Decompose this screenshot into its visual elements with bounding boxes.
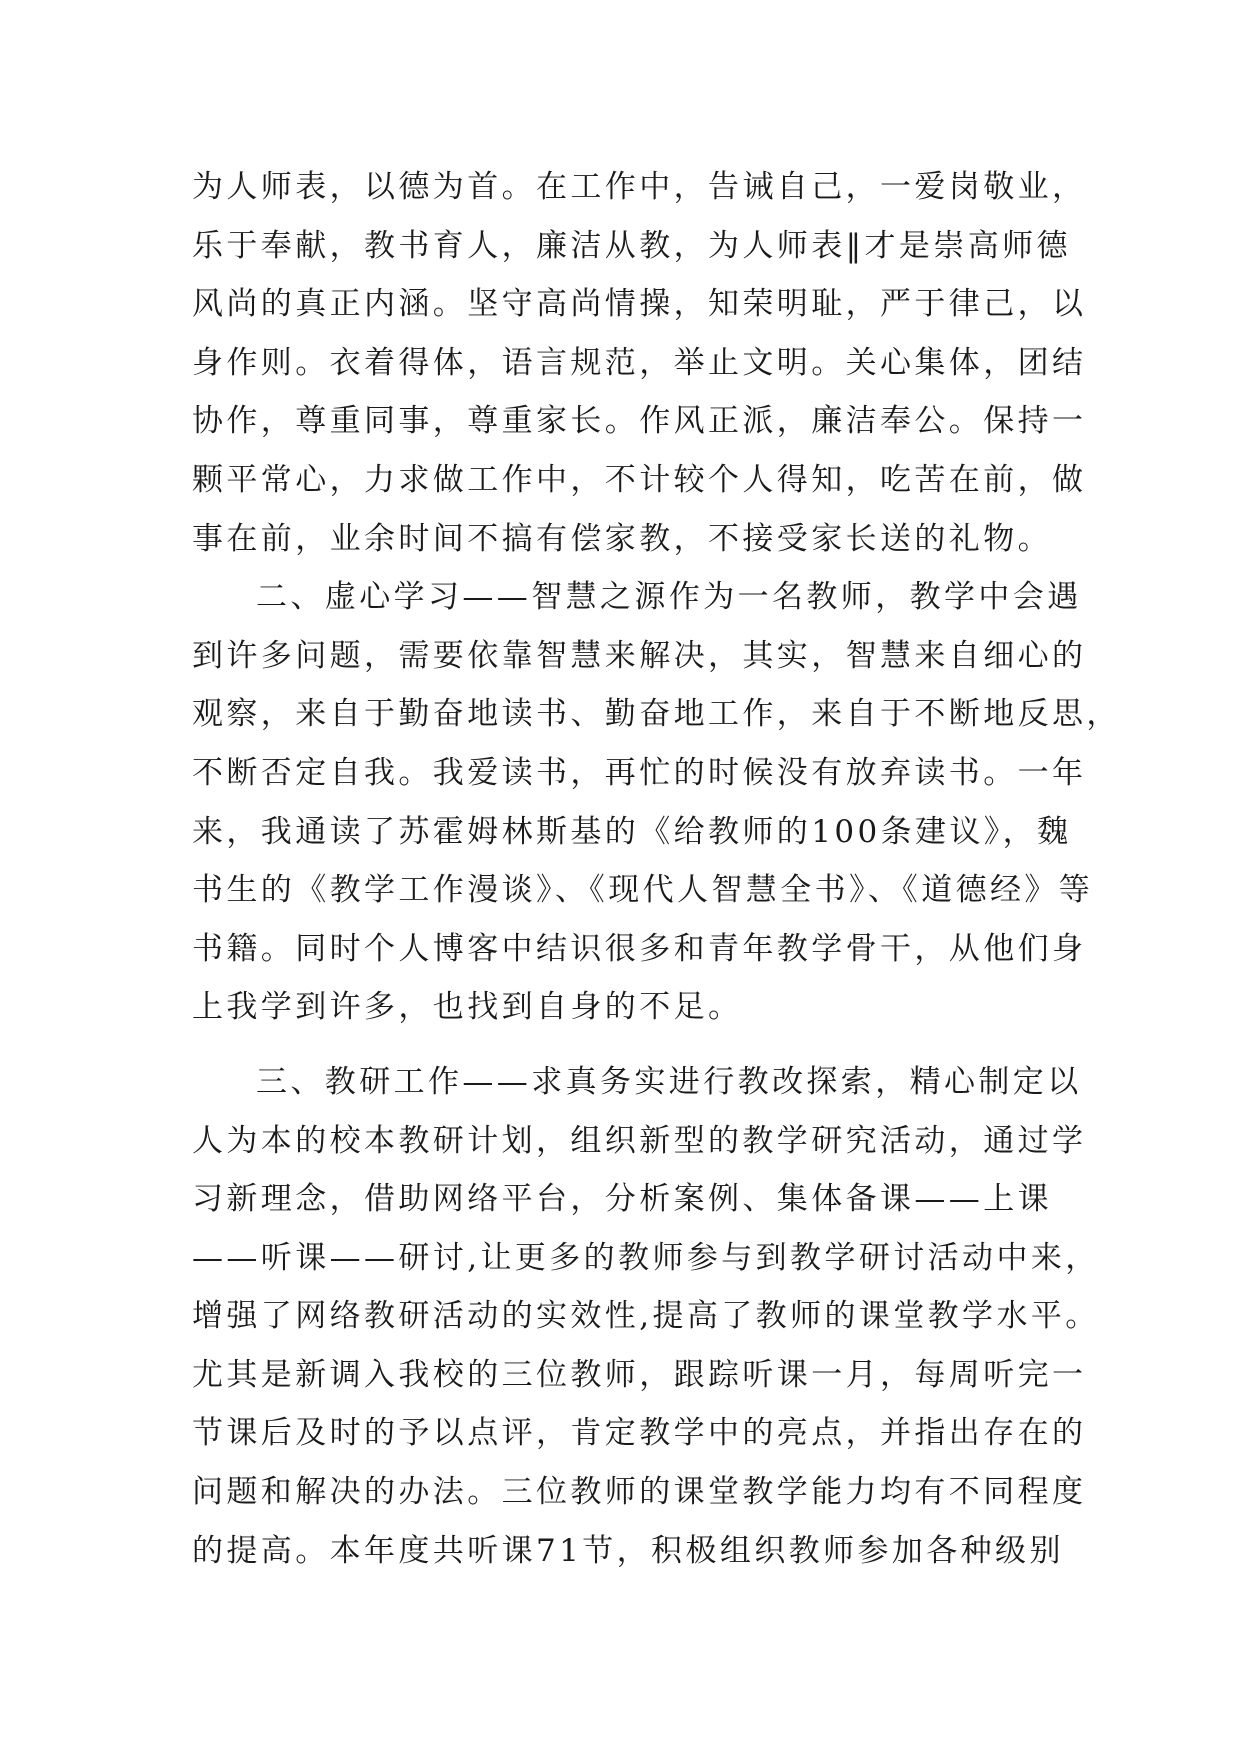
text-line: 风尚的真正内涵。坚守高尚情操，知荣明耻，严于律己，以 [192,286,1087,323]
text-line: 事在前，业余时间不搞有偿家教，不接受家长送的礼物。 [192,520,1052,557]
text-line: 节课后及时的予以点评，肯定教学中的亮点，并指出存在的 [192,1415,1087,1452]
text-line: 不断否定自我。我爱读书，再忙的时候没有放弃读书。一年 [192,754,1087,791]
text-line: ——听课——研讨,让更多的教师参与到教学研讨活动中来， [192,1239,1100,1276]
text-line: 人为本的校本教研计划，组织新型的教学研究活动，通过学 [192,1122,1087,1159]
text-line: 身作则。衣着得体，语言规范，举止文明。关心集体，团结 [192,344,1087,381]
text-line: 书生的《教学工作漫谈》、《现代人智慧全书》、《道德经》等 [192,872,1094,909]
paragraph-3 [192,1053,1100,1580]
text-line: 到许多问题，需要依靠智慧来解决，其实，智慧来自细心的 [192,637,1087,674]
text-line: 来，我通读了苏霍姆林斯基的《给教师的100条建议》，魏 [192,813,1072,850]
text-line: 三、教研工作——求真务实进行教改探索，精心制定以 [256,1063,1082,1100]
text-line: 乐于奉献，教书育人，廉洁从教，为人师表‖才是崇高师德 [192,227,1071,264]
text-line: 尤其是新调入我校的三位教师，跟踪听课一月，每周听完一 [192,1356,1087,1393]
paragraph-2 [192,568,1121,1037]
paragraph-1 [192,158,1087,568]
text-line: 观察，来自于勤奋地读书、勤奋地工作，来自于不断地反思， [192,696,1121,733]
paragraph-spacing [192,1037,1052,1053]
text-line: 二、虚心学习——智慧之源作为一名教师，教学中会遇 [256,579,1082,616]
text-line: 的提高。本年度共听课71节，积极组织教师参加各种级别 [192,1532,1064,1569]
text-line: 为人师表，以德为首。在工作中，告诫自己，一爱岗敬业， [192,169,1087,205]
text-line: 上我学到许多，也找到自身的不足。 [192,989,743,1026]
text-line: 问题和解决的办法。三位教师的课堂教学能力均有不同程度 [192,1474,1087,1511]
text-line: 协作，尊重同事，尊重家长。作风正派，廉洁奉公。保持一 [192,403,1087,440]
text-line: 增强了网络教研活动的实效性,提高了教师的课堂教学水平。 [192,1298,1100,1335]
text-line: 书籍。同时个人博客中结识很多和青年教学骨干，从他们身 [192,930,1087,967]
body-text [192,158,1121,1580]
text-line: 习新理念，借助网络平台，分析案例、集体备课——上课 [192,1181,1052,1218]
text-line: 颗平常心，力求做工作中，不计较个人得知，吃苦在前，做 [192,461,1087,498]
